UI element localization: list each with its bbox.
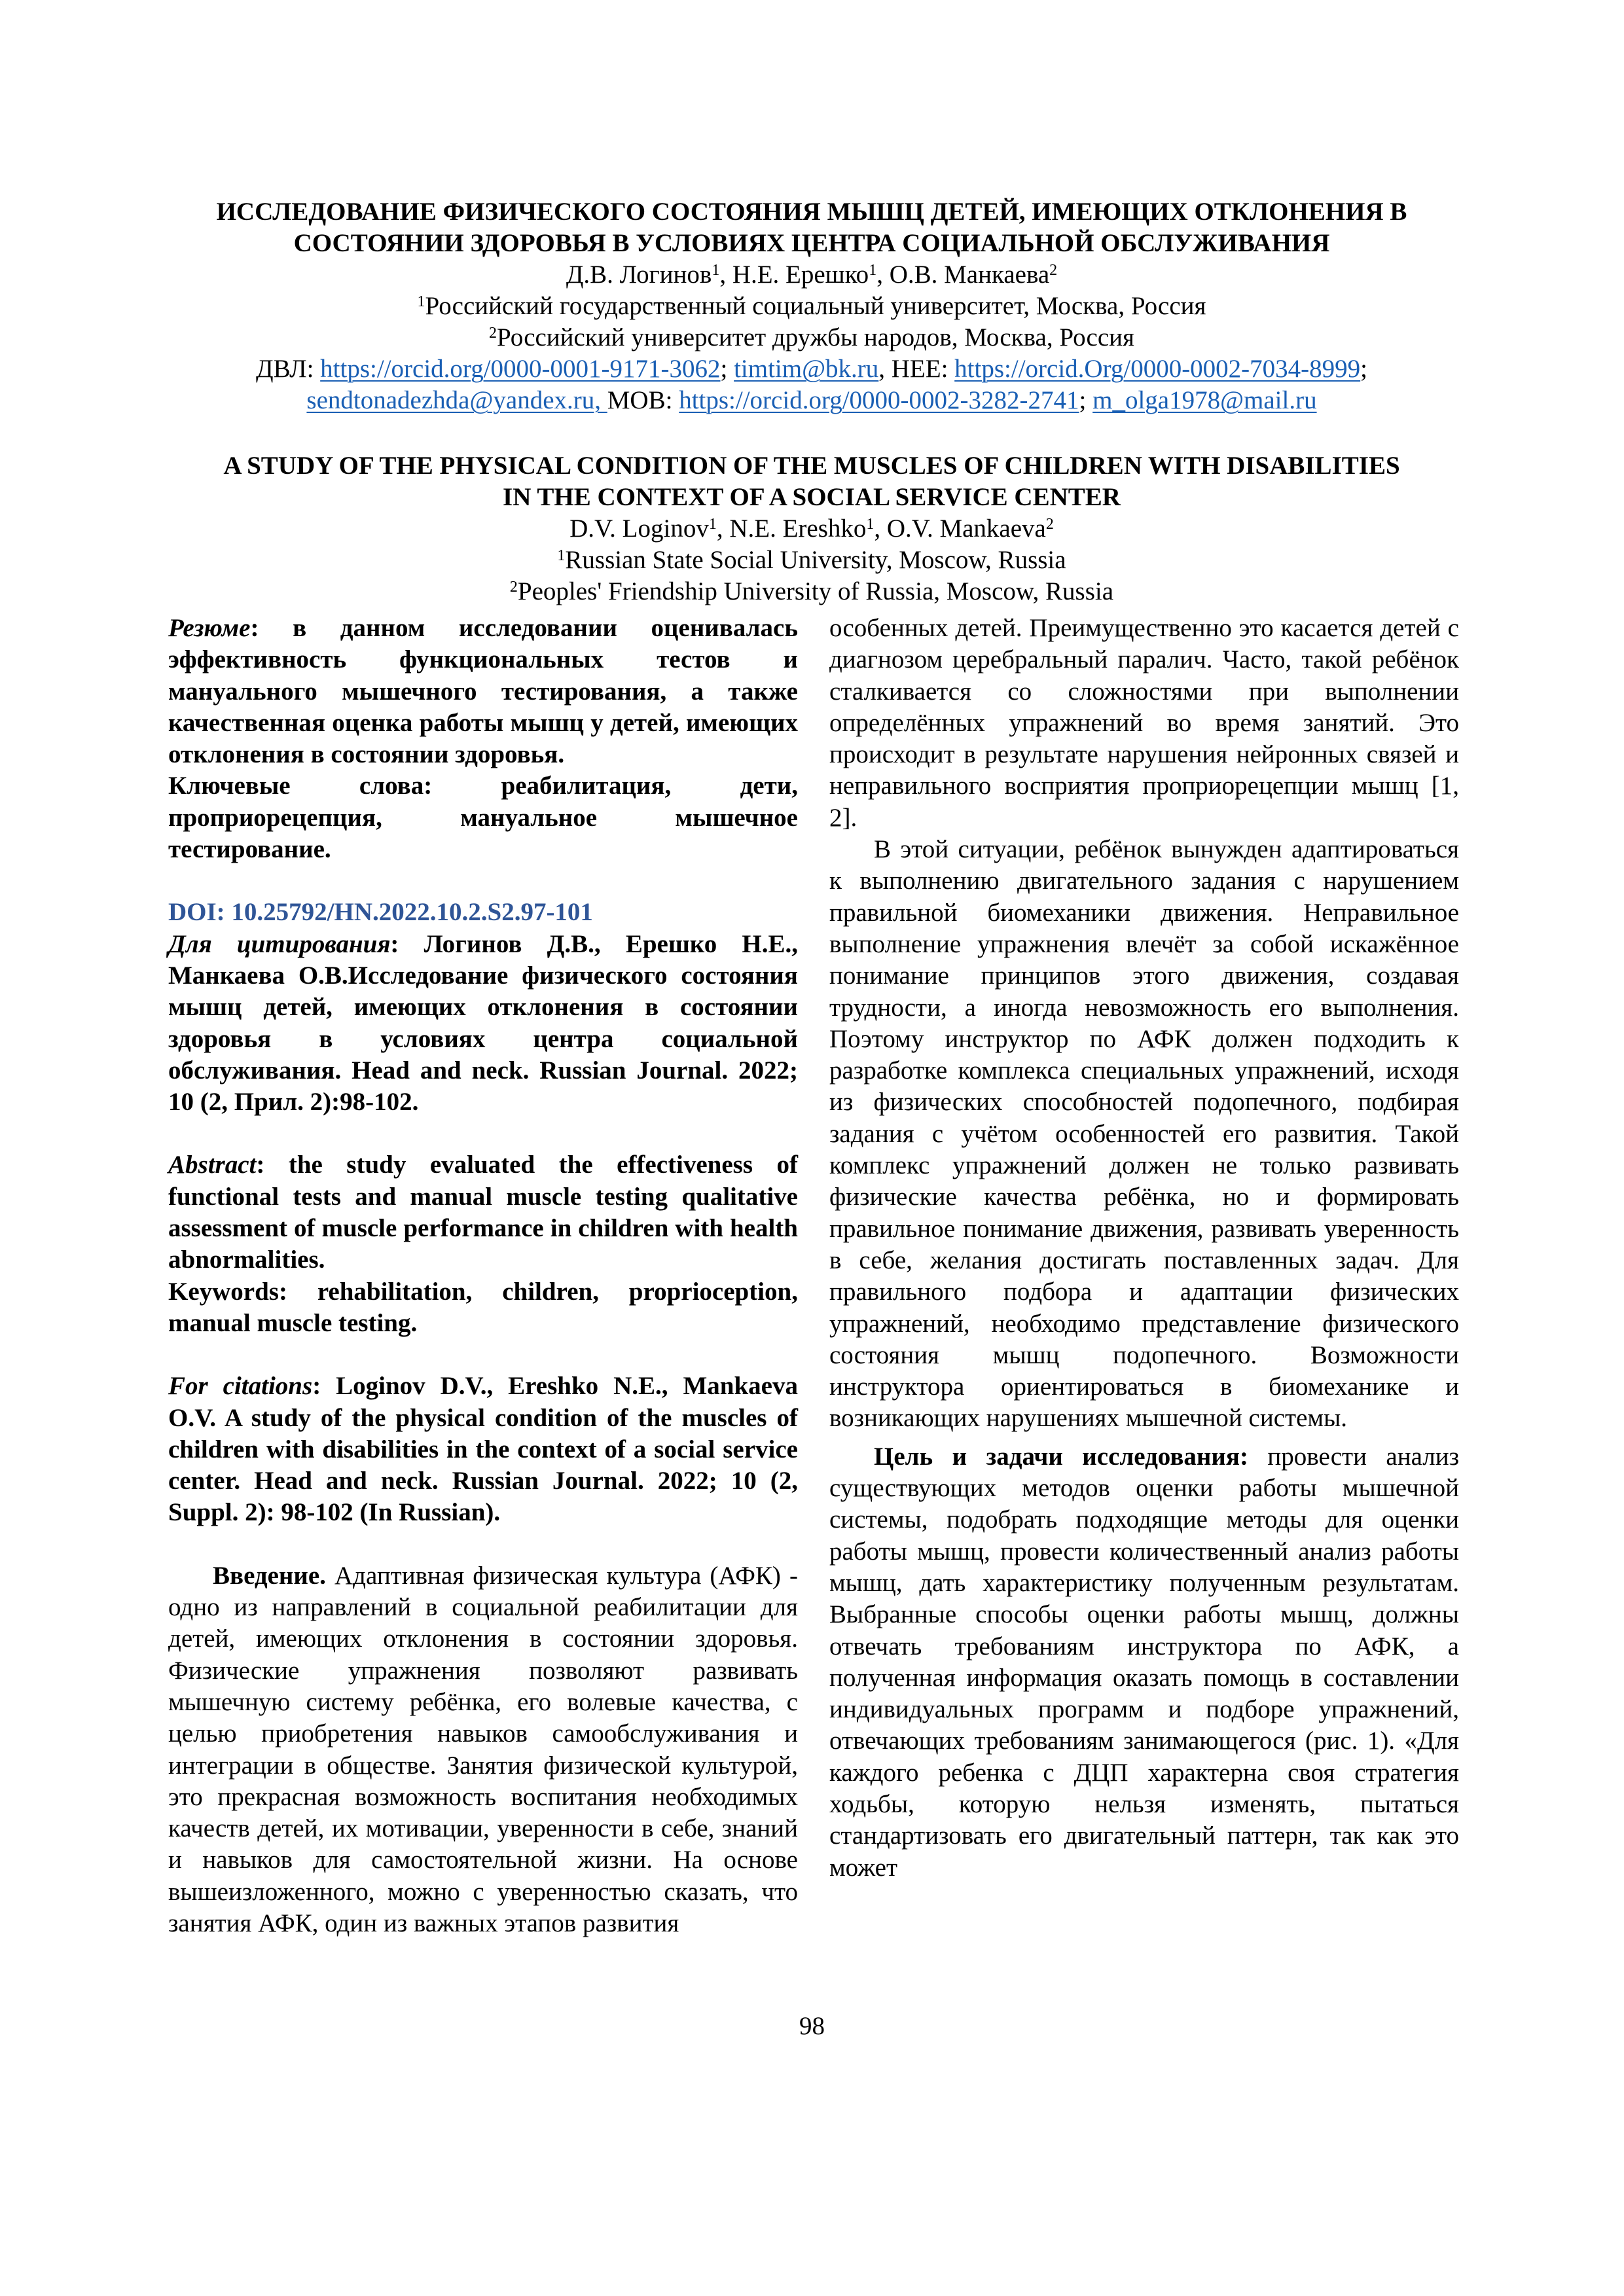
contact-label: ДВЛ: (256, 355, 321, 383)
author-name: Д.В. Логинов (566, 260, 712, 289)
email-link-nee[interactable]: sendtonadezhda@yandex.ru, (306, 386, 607, 414)
contacts-line-2 (151, 385, 1473, 416)
separator: , (719, 260, 732, 289)
affiliation-mark: 1 (866, 516, 875, 533)
separator: ; (720, 355, 734, 383)
separator: , (876, 260, 890, 289)
orcid-link-dvl[interactable]: https://orcid.org/0000-0001-9171-3062 (320, 355, 721, 383)
introduction-text: Адаптивная физическая культура (АФК) - одно из направлений в социальной реабилитации для детей, имеющих отклонения в состоянии здоровья. Физические упражнения позволяют развивать мышечную систему ребёнка, его волевые качества, с целью приобретения навыков самообслуживания и интеграции в обществе. Занятия физической культурой, это прекрасная возможность воспитания необходимых качеств детей, их мотивации, уверенности в себе, знаний и навыков для самостоятельной жизни. На основе вышеизложенного, можно с уверенностью сказать, что занятия АФК, один из важных этапов развития (168, 1561, 798, 1937)
ru-affiliation-2 (151, 322, 1473, 353)
ru-header (151, 196, 1473, 416)
introduction-paragraph (168, 1560, 798, 1940)
keywords-ru: Ключевые слова: реабилитация, дети, проприорецепция, мануальное мышечное тестирование. (168, 772, 798, 864)
ru-affiliation-1 (151, 291, 1473, 322)
citation-ru (168, 929, 798, 1119)
affiliation-text: Russian State Social University, Moscow, Russia (565, 546, 1066, 574)
email-link-dvl[interactable]: timtim@bk.ru (734, 355, 879, 383)
citation-en (168, 1371, 798, 1528)
resume-ru (168, 613, 798, 770)
affiliation-mark: 1 (417, 293, 425, 310)
en-authors (151, 513, 1473, 545)
page-number: 98 (799, 2012, 825, 2040)
en-affiliation-1 (151, 545, 1473, 576)
author-name: N.E. Ereshko (729, 514, 867, 543)
ru-authors (151, 259, 1473, 291)
en-title-line-1: A STUDY OF THE PHYSICAL CONDITION OF THE MUSCLES OF CHILDREN WITH DISABILITIES (223, 452, 1400, 480)
affiliation-text: Российский университет дружбы народов, Москва, Россия (497, 323, 1134, 351)
affiliation-mark: 2 (1045, 516, 1054, 533)
citation-en-label: For citations (168, 1372, 313, 1401)
citation-en-text: : Loginov D.V., Ereshko N.E., Mankaeva O.V. A study of the physical condition of the muscles of children with disabilities in the context of a social service center. Head and neck. Russian Journal. 2022; 10 (2, Suppl. 2): 98-102 (In Russian). (168, 1372, 798, 1527)
affiliation-text: Российский государственный социальный университет, Москва, Россия (425, 292, 1206, 320)
affiliation-text: Peoples' Friendship University of Russia, Moscow, Russia (517, 577, 1114, 605)
contact-label: МОВ: (607, 386, 679, 414)
aims-heading: Цель и задачи исследования: (874, 1442, 1248, 1471)
body-paragraph-1: особенных детей. Преимущественно это касается детей с диагнозом церебральный паралич. Часто, такой ребёнок сталкивается со сложностями при выполнении определённых упражнений во время занятий. Это происходит в результате нарушения нейронных связей и неправильного восприятия проприорецепции мышц [1, 2]. (829, 614, 1459, 832)
separator: ; (1360, 355, 1367, 383)
ru-title-line-1: ИССЛЕДОВАНИЕ ФИЗИЧЕСКОГО СОСТОЯНИЯ МЫШЦ ДЕТЕЙ, ИМЕЮЩИХ ОТКЛОНЕНИЯ В (216, 198, 1407, 226)
introduction-heading: Введение. (213, 1561, 326, 1590)
affiliation-mark: 2 (489, 325, 497, 342)
orcid-link-nee[interactable]: https://orcid.Org/0000-0002-7034-8999 (954, 355, 1361, 383)
affiliation-mark: 1 (869, 262, 877, 279)
author-name: O.V. Mankaeva (886, 514, 1046, 543)
en-header (151, 450, 1473, 607)
spacer (168, 1118, 798, 1149)
resume-label: Резюме (168, 614, 251, 642)
orcid-link-mov[interactable]: https://orcid.org/0000-0002-3282-2741 (679, 386, 1079, 414)
author-name: О.В. Манкаева (889, 260, 1050, 289)
citation-ru-label: Для цитирования (168, 929, 391, 958)
separator: ; (1079, 386, 1093, 414)
spacer (168, 1529, 798, 1560)
aims-text: провести анализ существующих методов оценки работы мышечной системы, подобрать подходящие методы для оценки работы мышц, провести количественный анализ работы мышц, дать характеристику полученным результатам. Выбранные способы оценки работы мышц, должны отвечать требованиям инструктора по АФК, а полученная информация оказать помощь в составлении индивидуальных программ и подборе упражнений, отвечающих требованиям занимающегося (рис. 1). «Для каждого ребенка с ДЦП характерна своя стратегия ходьбы, которую нельзя изменять, пытаться стандартизовать его двигательный паттерн, так как это может (829, 1442, 1459, 1882)
author-name: D.V. Loginov (569, 514, 709, 543)
ru-title-line-2: СОСТОЯНИИ ЗДОРОВЬЯ В УСЛОВИЯХ ЦЕНТРА СОЦИАЛЬНОЙ ОБСЛУЖИВАНИЯ (293, 229, 1330, 257)
separator: , (874, 514, 887, 543)
doi-link[interactable]: DOI: 10.25792/HN.2022.10.2.S2.97-101 (168, 898, 593, 927)
email-link-mov[interactable]: m_olga1978@mail.ru (1092, 386, 1317, 414)
resume-text: : в данном исследовании оценивалась эффективность функциональных тестов и мануального мышечного тестирования, а также качественная оценка работы мышц у детей, имеющих отклонения в состоянии здоровья. (168, 614, 798, 769)
affiliation-mark: 2 (1049, 262, 1058, 279)
affiliation-mark: 1 (557, 547, 566, 564)
en-affiliation-2 (151, 576, 1473, 607)
body-paragraph-2: В этой ситуации, ребёнок вынужден адаптироваться к выполнению двигательного задания с нарушением правильной биомеханики движения. Неправильное выполнение упражнения влечёт за собой искажённое понимание принципов этого движения, создавая трудности, а иногда невозможность его выполнения. Поэтому инструктор по АФК должен подходить к разработке комплекса специальных упражнений, исходя из физических способностей подопечного, подбирая задания с учётом особенностей его развития. Такой комплекс упражнений должен не только развивать физические качества ребёнка, но и формировать правильное понимание движения, развивать уверенность в себе, желания достигать поставленных задач. Для правильного подбора и адаптации физических упражнений, необходимо представление физического состояния мышц подопечного. Возможности инструктора ориентироваться в биомеханике и возникающих нарушениях мышечной системы. (829, 835, 1459, 1433)
affiliation-mark: 1 (708, 516, 717, 533)
right-column (829, 613, 1459, 1884)
left-column (168, 613, 798, 1939)
citation-ru-text: : Логинов Д.В., Ерешко Н.Е., Манкаева О.В.Исследование физического состояния мышц детей, имеющих отклонения в состоянии здоровья в условиях центра социальной обслуживания. Head and neck. Russian Journal. 2022; 10 (2, Прил. 2):98-102. (168, 929, 799, 1117)
separator: , (716, 514, 730, 543)
contact-label: , НЕЕ: (878, 355, 955, 383)
contacts-line-1 (151, 353, 1473, 385)
spacer (168, 1339, 798, 1371)
en-title-line-2: IN THE CONTEXT OF A SOCIAL SERVICE CENTER (503, 483, 1121, 511)
aims-paragraph (829, 1441, 1459, 1884)
abstract-label: Abstract (168, 1151, 257, 1179)
abstract-text: : the study evaluated the effectiveness of functional tests and manual muscle testing qualitative assessment of muscle performance in children with health abnormalities. (168, 1151, 798, 1274)
author-name: Н.Е. Ерешко (732, 260, 869, 289)
spacer (168, 865, 798, 897)
keywords-en: Keywords: rehabilitation, children, proprioception, manual muscle testing. (168, 1277, 798, 1337)
abstract-en (168, 1149, 798, 1276)
affiliation-mark: 2 (509, 579, 518, 596)
affiliation-mark: 1 (712, 262, 720, 279)
